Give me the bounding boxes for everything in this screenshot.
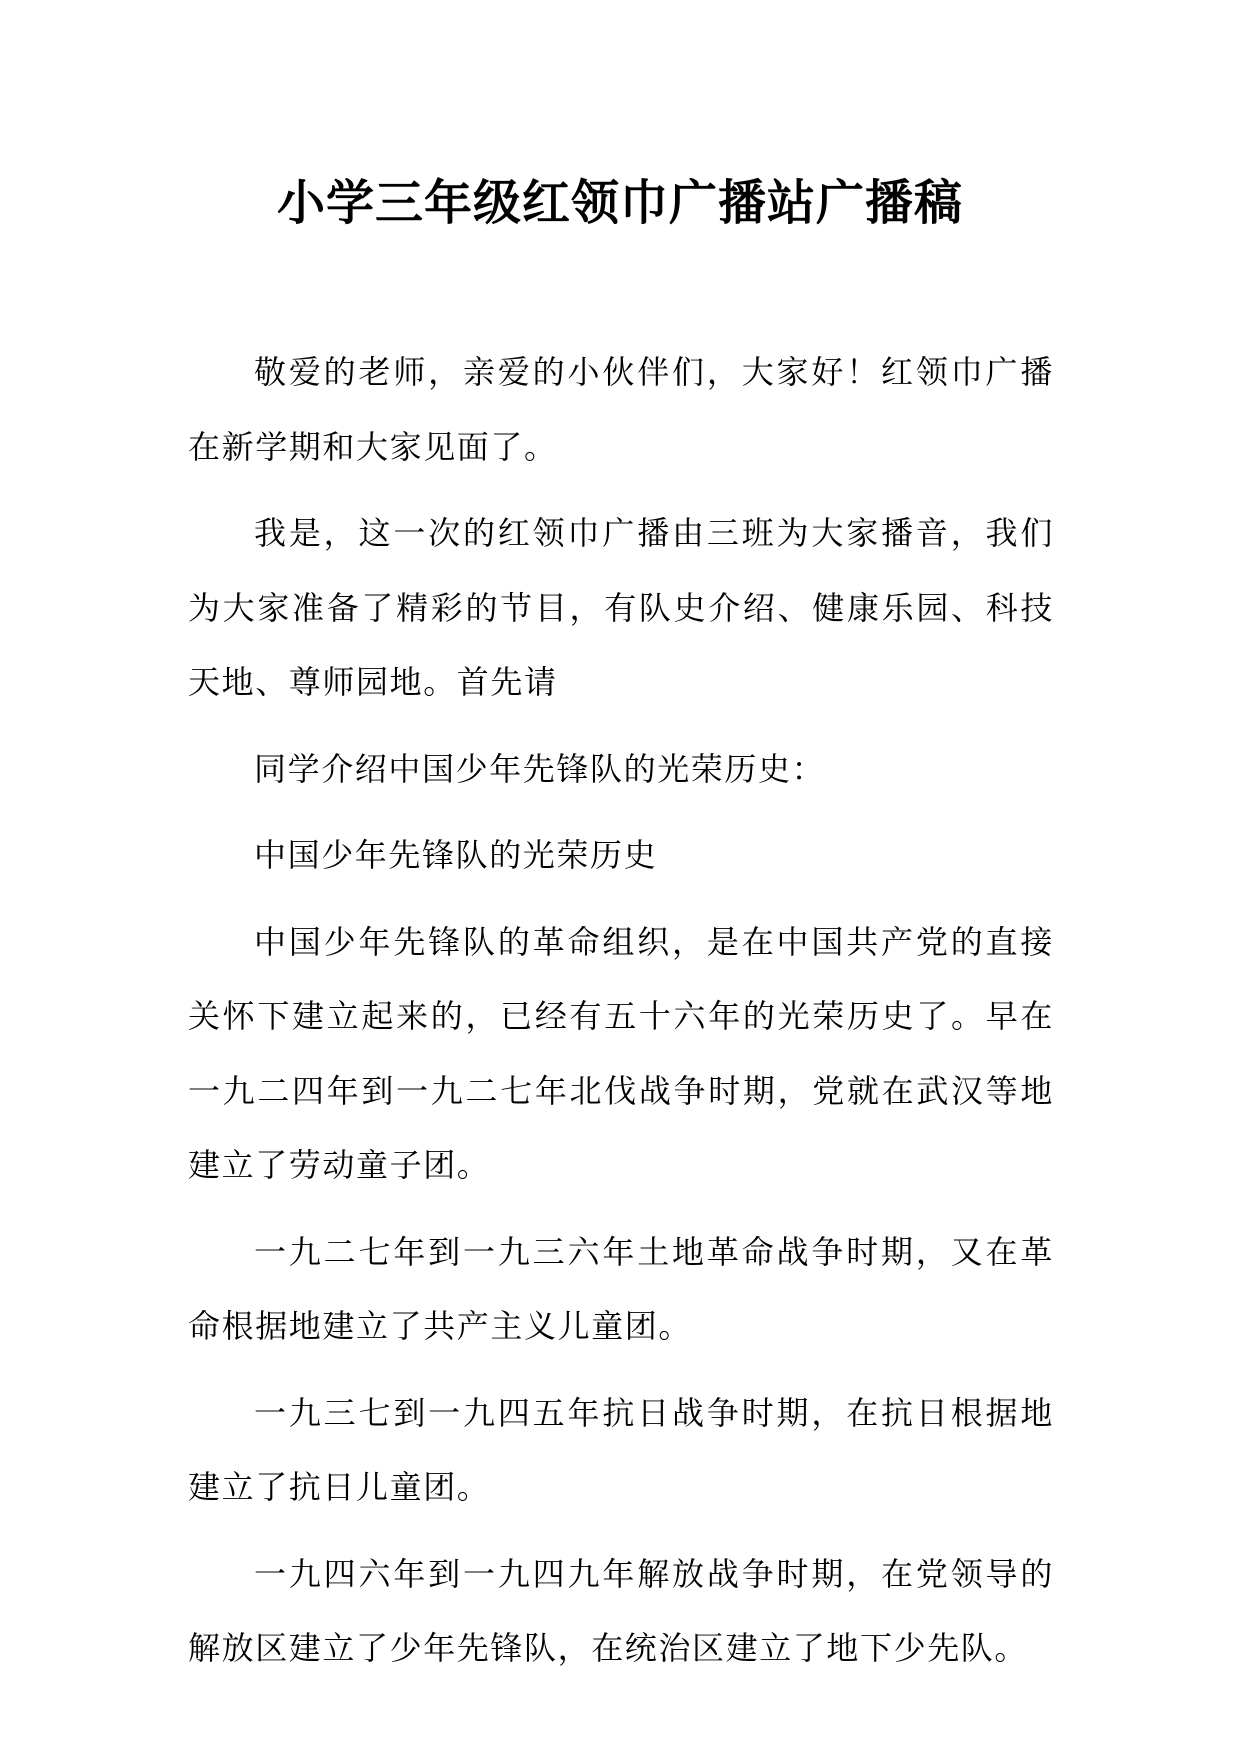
paragraph-history-1946: 一九四六年到一九四九年解放战争时期，在党领导的解放区建立了少年先锋队，在统治区建立了地下少先队。 xyxy=(188,1554,1054,1667)
paragraph-program-intro: 我是，这一次的红领巾广播由三班为大家播音，我们为大家准备了精彩的节目，有队史介绍、健康乐园、科技天地、尊师园地。首先请 xyxy=(188,514,1054,701)
paragraph-history-1924: 中国少年先锋队的革命组织，是在中国共产党的直接关怀下建立起来的，已经有五十六年的光荣历史了。早在一九二四年到一九二七年北伐战争时期，党就在武汉等地建立了劳动童子团。 xyxy=(188,922,1054,1184)
paragraph-history-lead: 同学介绍中国少年先锋队的光荣历史： xyxy=(254,749,826,788)
paragraph-history-1927: 一九二七年到一九三六年土地革命战争时期，又在革命根据地建立了共产主义儿童团。 xyxy=(188,1232,1054,1345)
document-title: 小学三年级红领巾广播站广播稿 xyxy=(276,175,963,231)
paragraph-history-1937: 一九三七到一九四五年抗日战争时期，在抗日根据地建立了抗日儿童团。 xyxy=(188,1393,1054,1506)
document-body xyxy=(188,335,1054,1686)
paragraph-section-heading: 中国少年先锋队的光荣历史 xyxy=(254,836,658,874)
paragraph-greeting: 敬爱的老师，亲爱的小伙伴们，大家好！红领巾广播在新学期和大家见面了。 xyxy=(188,353,1054,466)
